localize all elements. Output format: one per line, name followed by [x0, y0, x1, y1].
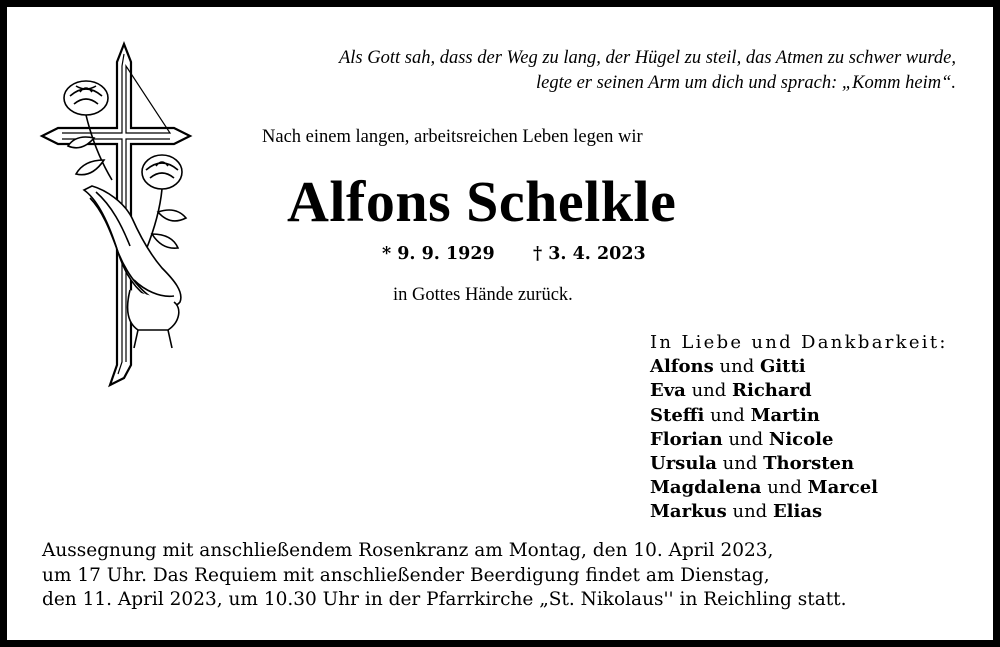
family-conjunction: und [719, 356, 755, 378]
opening-quote [196, 46, 956, 96]
family-list [650, 331, 948, 525]
death-date: † 3. 4. 2023 [533, 244, 646, 264]
family-conjunction: und [732, 501, 768, 523]
service-details [42, 539, 847, 613]
family-second-name: Marcel [807, 477, 878, 499]
family-second-name: Elias [772, 501, 823, 523]
family-conjunction: und [728, 428, 764, 450]
family-conjunction: und [767, 477, 802, 499]
service-line-2: um 17 Uhr. Das Requiem mit anschließender Beerdigung findet am Dienstag, [42, 564, 770, 586]
return-text: in Gottes Hände zurück. [393, 285, 573, 305]
cross-roses-praying-hands-artwork [34, 40, 204, 390]
list-item [650, 452, 948, 476]
list-item [650, 379, 948, 403]
list-item [650, 500, 948, 524]
family-first-name: Eva [650, 380, 686, 402]
quote-line-2: legte er seinen Arm um dich und sprach: „Komm heim“. [536, 73, 956, 93]
list-item [650, 355, 948, 379]
family-first-name: Florian [650, 428, 723, 450]
family-heading: In Liebe und Dankbarkeit: [650, 332, 948, 353]
family-conjunction: und [710, 404, 745, 426]
family-second-name: Thorsten [763, 453, 855, 475]
deceased-name: Alfons Schelkle [287, 169, 677, 234]
list-item [650, 404, 948, 428]
service-line-1: Aussegnung mit anschließendem Rosenkranz am Montag, den 10. April 2023, [42, 540, 774, 561]
rose-icon [142, 155, 186, 250]
intro-text: Nach einem langen, arbeitsreichen Leben legen wir [262, 127, 643, 147]
family-conjunction: und [722, 453, 758, 475]
family-second-name: Nicole [768, 428, 834, 450]
family-conjunction: und [691, 380, 727, 402]
list-item [650, 428, 948, 452]
family-first-name: Ursula [650, 453, 717, 475]
family-first-name: Steffi [650, 404, 705, 426]
quote-line-1: Als Gott sah, dass der Weg zu lang, der Hügel zu steil, das Atmen zu schwer wurde, [338, 48, 956, 68]
birth-date: * 9. 9. 1929 [382, 244, 495, 264]
list-item [650, 476, 948, 500]
family-second-name: Gitti [759, 356, 806, 378]
family-first-name: Magdalena [650, 477, 762, 499]
family-first-name: Alfons [650, 356, 714, 378]
family-second-name: Martin [750, 404, 820, 426]
family-first-name: Markus [650, 501, 727, 523]
service-line-3: den 11. April 2023, um 10.30 Uhr in der Pfarrkirche „St. Nikolaus'' in Reichling statt. [42, 589, 847, 610]
family-second-name: Richard [732, 380, 812, 402]
